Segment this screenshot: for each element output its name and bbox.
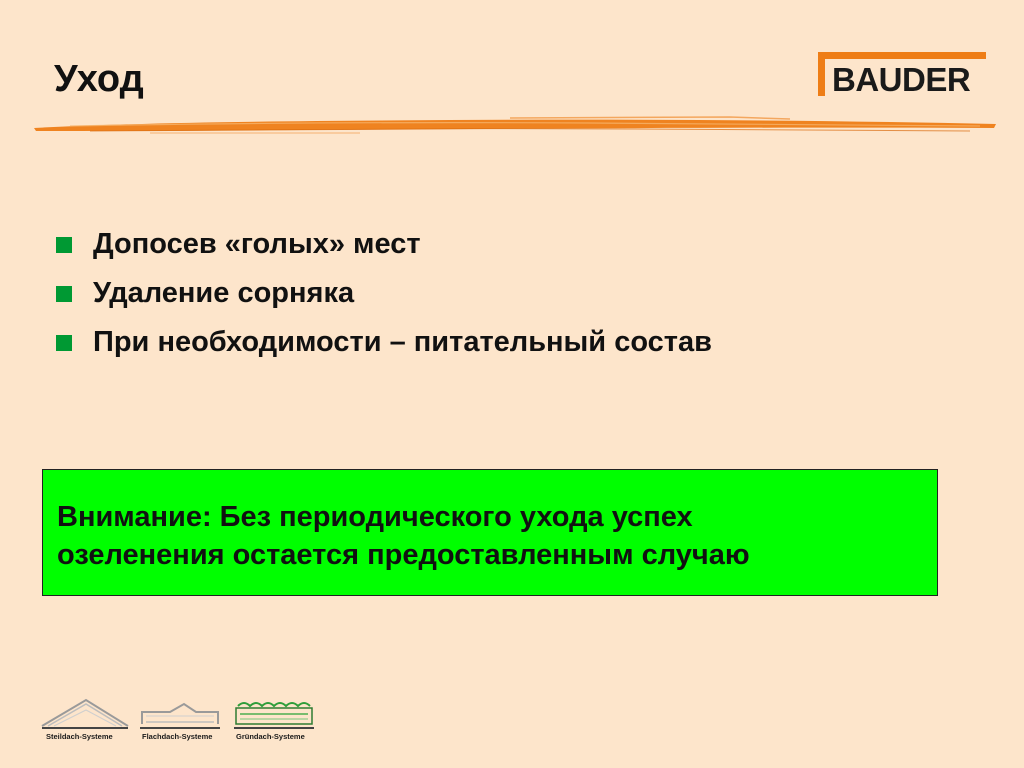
flat-roof-icon: [140, 696, 220, 728]
warning-note-box: [42, 469, 938, 596]
bauder-logo: [818, 52, 986, 100]
warning-note-text: [57, 498, 750, 574]
warning-note-line-1: Внимание: Без периодического ухода успех: [57, 501, 693, 533]
list-item: [56, 220, 712, 269]
bullet-square-icon: [56, 286, 72, 302]
bullet-text: Удаление сорняка: [93, 277, 355, 309]
bullet-square-icon: [56, 237, 72, 253]
footer-label-steildach: Steildach-Systeme: [46, 732, 113, 741]
bullet-square-icon: [56, 335, 72, 351]
footer-divider: [234, 727, 314, 729]
footer-label-flachdach: Flachdach-Systeme: [142, 732, 213, 741]
footer-systems: [40, 696, 330, 752]
orange-brush-divider: [30, 112, 1000, 138]
green-roof-icon: [234, 696, 314, 728]
footer-label-gruendach: Gründach-Systeme: [236, 732, 305, 741]
warning-note-line-2: озеленения остается предоставленным случаю: [57, 539, 750, 571]
logo-text: BAUDER: [832, 61, 971, 98]
bullet-list: [56, 220, 712, 367]
bullet-text: При необходимости – питательный состав: [93, 326, 712, 358]
slide-title: Уход: [54, 58, 144, 100]
bullet-text: Допосев «голых» мест: [93, 228, 421, 260]
list-item: [56, 318, 712, 367]
logo-frame-top: [818, 52, 986, 59]
logo-frame-left: [818, 52, 825, 96]
footer-divider: [140, 727, 220, 729]
pitched-roof-icon: [40, 696, 130, 728]
footer-divider: [42, 727, 128, 729]
list-item: [56, 269, 712, 318]
